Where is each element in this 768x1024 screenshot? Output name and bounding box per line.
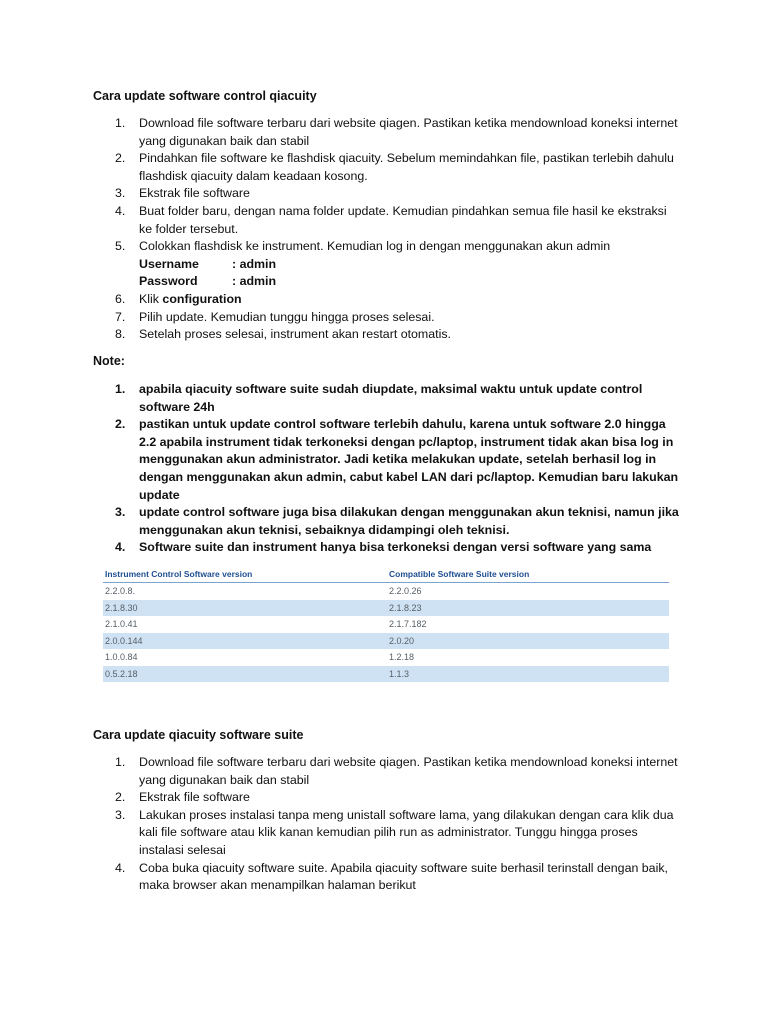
list-item (115, 504, 679, 539)
table-cell: 2.1.0.41 (105, 619, 138, 630)
list-text: Coba buka qiacuity software suite. Apabila qiacuity software suite berhasil terinstall dengan baik, maka browser akan menampilkan halaman berikut (139, 860, 668, 893)
list-number: 5. (115, 239, 126, 254)
list-item (115, 150, 679, 185)
list-item (115, 416, 679, 504)
list-number: 1. (115, 116, 126, 130)
table-cell: 0.5.2.18 (103, 666, 387, 683)
list-number: 3. (115, 186, 126, 201)
list-item (115, 381, 679, 416)
list-item (115, 309, 679, 327)
list-text: Download file software terbaru dari website qiagen. Pastikan ketika mendownload koneksi internet yang digunakan baik dan stabil (139, 116, 678, 148)
list-item (115, 754, 679, 789)
list-text: Klik (139, 291, 163, 306)
list-item (115, 860, 679, 895)
table-row (103, 649, 669, 666)
configuration-text: configuration (162, 291, 242, 306)
list-text: Lakukan proses instalasi tanpa meng unistall software lama, yang dilakukan dengan cara klik dua kali file software atau klik kanan kemudian pilih run as administrator. Tunggu hingga proses instalasi selesai (139, 807, 674, 857)
table-cell: 2.1.8.30 (103, 600, 387, 617)
list-text: apabila qiacuity software suite sudah diupdate, maksimal waktu untuk update control software 24h (139, 382, 643, 414)
list-text: Ekstrak file software (139, 186, 250, 201)
table-row (103, 583, 669, 600)
username-line (139, 256, 679, 274)
list-text: Pilih update. Kemudian tunggu hingga proses selesai. (139, 309, 435, 324)
list-item (115, 185, 679, 203)
list-number: 8. (115, 327, 126, 342)
table-cell: 1.2.18 (389, 652, 415, 663)
list-number: 4. (115, 203, 126, 218)
list-number: 1. (115, 382, 126, 396)
list-text: pastikan untuk update control software terlebih dahulu, karena untuk software 2.0 hingga 2.2 apabila instrument tidak terkoneksi dengan pc/laptop, instrument tidak akan bisa log in menggunakan akun administrator. Jadi ketika melakukan update, setelah berhasil log in dengan menggunakan akun admin, cabut kabel LAN dari pc/laptop. Kemudian baru lakukan update (139, 417, 679, 502)
username-value: : admin (232, 256, 277, 271)
table-header-row (103, 567, 669, 583)
list-number: 2. (115, 790, 126, 805)
section2-steps (115, 754, 679, 895)
table-cell: 2.0.0.144 (103, 633, 387, 650)
table-cell: 2.2.0.8. (105, 586, 136, 597)
list-number: 2. (115, 417, 126, 432)
list-item (115, 539, 679, 557)
column-header: Instrument Control Software version (103, 567, 387, 583)
list-text: update control software juga bisa dilakukan dengan menggunakan akun teknisi, namun jika menggunakan akun teknisi, sebaiknya didampingi oleh teknisi. (139, 505, 679, 537)
table-cell: 1.0.0.84 (105, 652, 138, 663)
table-row (103, 666, 669, 683)
list-item (115, 203, 679, 238)
table-cell: 1.1.3 (387, 666, 669, 683)
list-text: Ekstrak file software (139, 790, 250, 805)
section1-title: Cara update software control qiacuity (93, 89, 317, 103)
note-title: Note: (93, 354, 125, 368)
list-text: Pindahkan file software ke flashdisk qiacuity. Sebelum memindahkan file, pastikan terlebih dahulu flashdisk qiacuity dalam keadaan kosong. (139, 151, 674, 183)
version-compatibility-table (103, 567, 669, 682)
table-row (103, 616, 669, 633)
list-number: 3. (115, 807, 126, 822)
table-cell: 2.1.8.23 (387, 600, 669, 617)
table-row (103, 633, 669, 650)
table-row (103, 600, 669, 617)
list-number: 4. (115, 540, 126, 555)
username-label: Username (139, 256, 199, 271)
table-cell: 2.1.7.182 (389, 619, 427, 630)
column-header: Compatible Software Suite version (387, 567, 669, 583)
list-item (115, 789, 679, 807)
note-items (115, 381, 679, 557)
list-text: Colokkan flashdisk ke instrument. Kemudian log in dengan menggunakan akun admin (139, 239, 611, 254)
list-item (115, 238, 679, 291)
section2-title: Cara update qiacuity software suite (93, 728, 304, 742)
table-cell: 2.2.0.26 (389, 586, 422, 597)
list-item (115, 291, 679, 309)
table-cell: 2.0.20 (387, 633, 669, 650)
list-text: Setelah proses selesai, instrument akan restart otomatis. (139, 327, 451, 342)
list-number: 2. (115, 151, 126, 166)
list-text: Software suite dan instrument hanya bisa terkoneksi dengan versi software yang sama (139, 540, 652, 555)
list-number: 4. (115, 860, 126, 875)
list-number: 7. (115, 309, 126, 324)
list-text: Download file software terbaru dari website qiagen. Pastikan ketika mendownload koneksi internet yang digunakan baik dan stabil (139, 755, 678, 787)
list-number: 1. (115, 755, 126, 769)
list-number: 6. (115, 291, 126, 306)
list-item (115, 326, 679, 344)
list-number: 3. (115, 505, 126, 520)
password-line (139, 273, 679, 291)
password-label: Password (139, 274, 198, 289)
password-value: : admin (232, 274, 277, 289)
list-text: Buat folder baru, dengan nama folder update. Kemudian pindahkan semua file hasil ke ekstraksi ke folder tersebut. (139, 203, 667, 236)
section1-steps (115, 115, 679, 344)
list-item (115, 115, 679, 150)
list-item (115, 807, 679, 860)
